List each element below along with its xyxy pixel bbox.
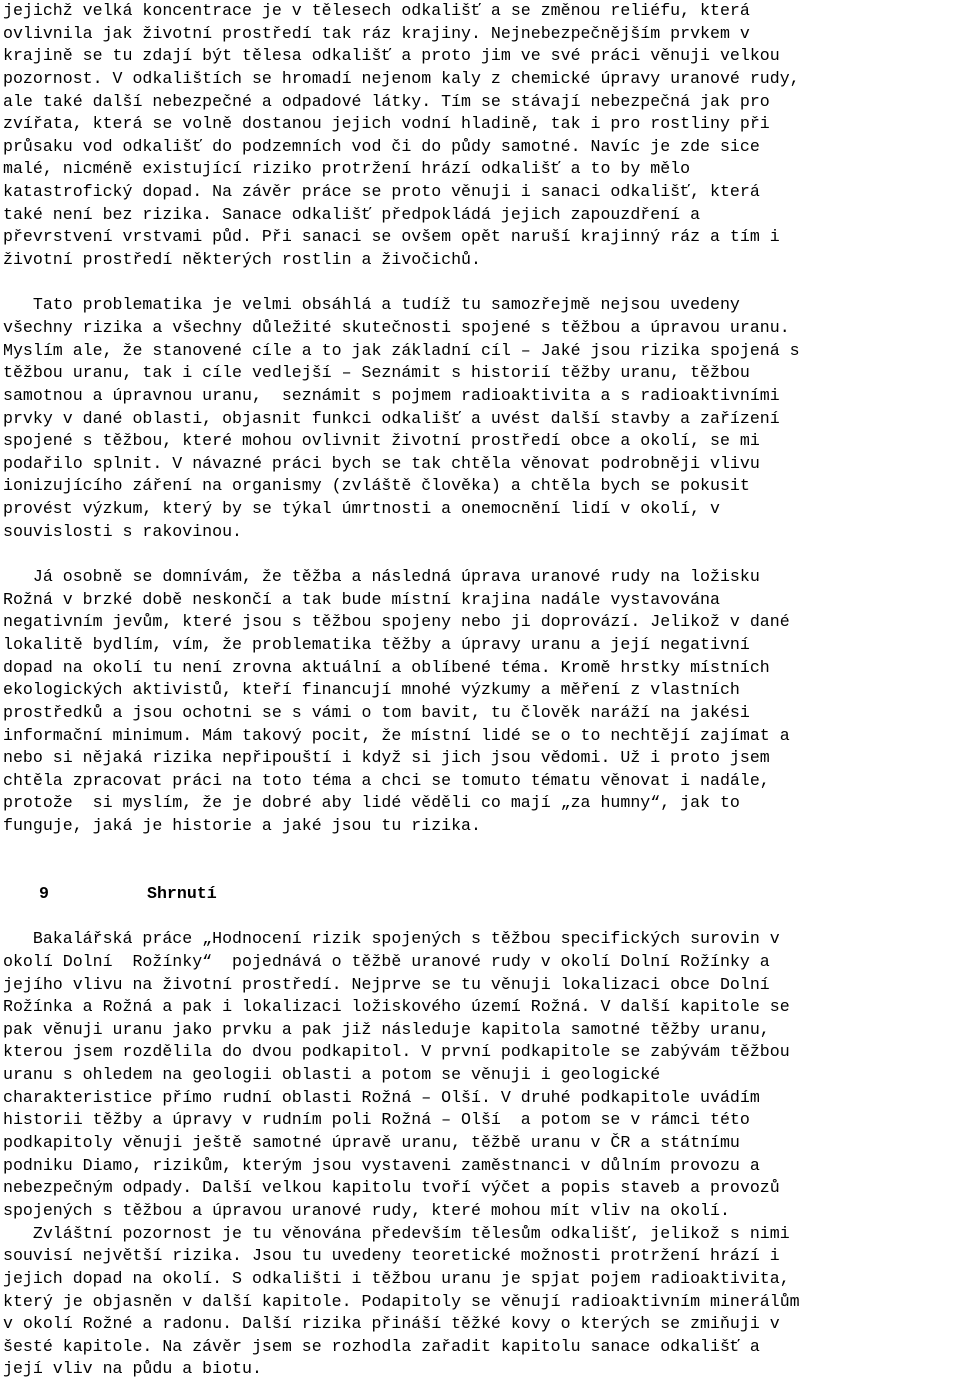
text-line: chtěla zpracovat práci na toto téma a chci se tomuto tématu věnovat i nadále,: [3, 770, 770, 790]
text-line: zvířata, která se volně dostanou jejich vodní hladině, tak i pro rostliny při: [3, 114, 770, 134]
text-line: všechny rizika a všechny důležité skutečnosti spojené s těžbou a úpravou uranu.: [3, 317, 790, 337]
paragraph: [3, 566, 960, 838]
paragraph: [3, 0, 960, 272]
text-line: těžbou uranu, tak i cíle vedlejší – Seznámit s historií těžby uranu, těžbou: [3, 363, 750, 383]
text-line: okolí Dolní Rožínky“ pojednává o těžbě uranové rudy v okolí Dolní Rožínky a: [3, 951, 770, 971]
text-line: pozornost. V odkalištích se hromadí nejenom kaly z chemické úpravy uranové rudy,: [3, 68, 800, 88]
text-line: samotnou a úpravnou uranu, seznámit s pojmem radioaktivita a s radioaktivními: [3, 385, 780, 405]
text-line: ionizujícího záření na organismy (zvláště člověka) a chtěla bych se pokusit: [3, 476, 750, 496]
text-line: malé, nicméně existující riziko protržení hrází odkališť a to by mělo: [3, 159, 691, 179]
text-line: také není bez rizika. Sanace odkališť předpokládá jejich zapouzdření a: [3, 204, 701, 224]
text-line: informační minimum. Mám takový pocit, že místní lidé se o to nechtějí zajímat a: [3, 725, 790, 745]
text-line: ale také další nebezpečné a odpadové látky. Tím se stávají nebezpečná jak pro: [3, 91, 770, 111]
text-line: Tato problematika je velmi obsáhlá a tudíž tu samozřejmě nejsou uvedeny: [3, 295, 740, 315]
blank-line: [3, 272, 960, 295]
section-number: 9: [39, 883, 49, 903]
text-line: charakteristice přímo rudní oblasti Rožná – Olší. V druhé podkapitole uvádím: [3, 1087, 760, 1107]
text-line: uranu s ohledem na geologii oblasti a potom se věnuji i geologické: [3, 1065, 661, 1085]
text-line: podkapitoly věnuji ještě samotné úpravě uranu, těžbě uranu v ČR a státnímu: [3, 1133, 740, 1153]
text-line: převrstvení vrstvami půd. Při sanaci se ovšem opět naruší krajinný ráz a tím i: [3, 227, 780, 247]
text-line: Zvláštní pozornost je tu věnována především tělesům odkališť, jelikož s nimi: [3, 1223, 790, 1243]
text-line: podniku Diamo, rizikům, kterým jsou vystaveni zaměstnanci v důlním provozu a: [3, 1155, 760, 1175]
text-line: který je objasněn v další kapitole. Podapitoly se věnují radioaktivním minerálům: [3, 1291, 800, 1311]
text-line: Bakalářská práce „Hodnocení rizik spojených s těžbou specifických surovin v: [3, 929, 780, 949]
text-line: katastrofický dopad. Na závěr práce se proto věnuji i sanaci odkališť, která: [3, 182, 760, 202]
text-line: podařilo splnit. V návazné práci bych se tak chtěla věnovat podrobněji vlivu: [3, 453, 760, 473]
text-line: Já osobně se domnívám, že těžba a následná úprava uranové rudy na ložisku: [3, 567, 760, 587]
text-line: funguje, jaká je historie a jaké jsou tu rizika.: [3, 816, 481, 836]
text-line: nebezpečným odpady. Další velkou kapitolu tvoří výčet a popis staveb a provozů: [3, 1178, 780, 1198]
text-line: spojené s těžbou, které mohou ovlivnit životní prostředí obce a okolí, se mi: [3, 431, 760, 451]
text-line: prvky v dané oblasti, objasnit funkci odkališť a uvést další stavby a zařízení: [3, 408, 780, 428]
text-line: pak věnuji uranu jako prvku a pak již následuje kapitola samotné těžby uranu,: [3, 1019, 770, 1039]
text-line: prostředků a jsou ochotni se s vámi o tom bavit, tu člověk naráží na jakési: [3, 702, 750, 722]
text-line: dopad na okolí tu není zrovna aktuální a oblíbené téma. Kromě hrstky místních: [3, 657, 770, 677]
blank-line: [3, 543, 960, 566]
text-line: lokalitě bydlím, vím, že problematika těžby a úpravy uranu a její negativní: [3, 634, 750, 654]
text-line: jejichž velká koncentrace je v tělesech odkališť a se změnou reliéfu, která: [3, 1, 750, 20]
document-page: [3, 0, 960, 1381]
blank-line: [3, 838, 960, 861]
text-line: Rožínka a Rožná a pak i lokalizaci ložiskového území Rožná. V další kapitole se: [3, 997, 790, 1017]
text-line: spojených s těžbou a úpravou uranové rudy, které mohou mít vliv na okolí.: [3, 1200, 730, 1220]
text-line: souvisí největší rizika. Jsou tu uvedeny teoretické možnosti protržení hrází i: [3, 1246, 780, 1266]
text-line: kterou jsem rozdělila do dvou podkapitol. V první podkapitole se zabývám těžbou: [3, 1042, 790, 1062]
blank-line: [3, 906, 960, 929]
text-line: její vliv na půdu a biotu.: [3, 1359, 262, 1379]
text-line: negativním jevům, které jsou s těžbou spojeny nebo ji doprovází. Jelikož v dané: [3, 612, 790, 632]
text-line: jejich dopad na okolí. S odkališti i těžbou uranu je spjat pojem radioaktivita,: [3, 1268, 790, 1288]
text-line: Myslím ale, že stanovené cíle a to jak základní cíl – Jaké jsou rizika spojená s: [3, 340, 800, 360]
text-line: životní prostředí některých rostlin a živočichů.: [3, 250, 481, 270]
text-line: v okolí Rožné a radonu. Další rizika přináší těžké kovy o kterých se zmiňuji v: [3, 1314, 780, 1334]
text-line: Rožná v brzké době neskončí a tak bude místní krajina nadále vystavována: [3, 589, 720, 609]
text-line: ekologických aktivistů, kteří financují mnohé výzkumy a měření z vlastních: [3, 680, 740, 700]
text-line: průsaku vod odkališť do podzemních vod či do půdy samotné. Navíc je zde sice: [3, 136, 760, 156]
blank-line: [3, 860, 960, 883]
text-line: šesté kapitole. Na závěr jsem se rozhodla zařadit kapitolu sanace odkališť a: [3, 1336, 760, 1356]
text-line: jejího vlivu na životní prostředí. Nejprve se tu věnuji lokalizaci obce Dolní: [3, 974, 770, 994]
text-line: provést výzkum, který by se týkal úmrtnosti a onemocnění lidí v okolí, v: [3, 499, 720, 519]
text-line: nebo si nějaká rizika nepřipouští i když si jich jsou vědomi. Už i proto jsem: [3, 748, 770, 768]
text-line: protože si myslím, že je dobré aby lidé věděli co mají „za humny“, jak to: [3, 793, 740, 813]
paragraph: [3, 294, 960, 543]
text-line: krajině se tu zdají být tělesa odkališť a proto jim ve své práci věnuji velkou: [3, 46, 780, 66]
section-heading: [3, 883, 960, 906]
section-title: Shrnutí: [147, 883, 217, 903]
text-line: historii těžby a úpravy v rudním poli Rožná – Olší a potom se v rámci této: [3, 1110, 750, 1130]
text-line: souvislosti s rakovinou.: [3, 521, 242, 541]
paragraph: [3, 928, 960, 1381]
text-line: ovlivnila jak životní prostředí tak ráz krajiny. Nejnebezpečnějším prvkem v: [3, 23, 750, 43]
